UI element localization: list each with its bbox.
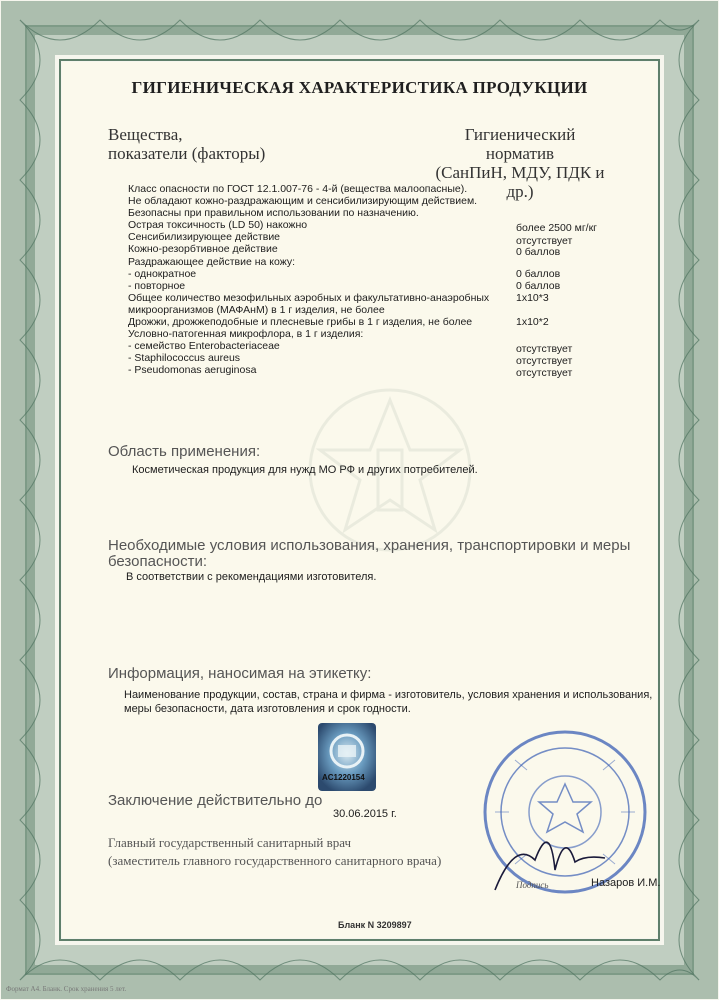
scope-heading: Область применения: bbox=[108, 443, 261, 460]
row-value: отсутствует bbox=[516, 355, 573, 367]
signatory-title: Главный государственный санитарный врач bbox=[108, 835, 352, 850]
hologram-sticker bbox=[318, 723, 376, 791]
signatory-name: Назаров И.М. bbox=[591, 877, 661, 889]
header-norm: Гигиенический норматив (СанПиН, МДУ, ПДК и др.) bbox=[435, 125, 605, 201]
row-value: 0 баллов bbox=[516, 268, 561, 280]
row-label: микроорганизмов (МАФАнМ) в 1 г изделия, не более bbox=[128, 304, 385, 316]
row-label: Не обладают кожно-раздражающим и сенсибилизирующим действием. bbox=[128, 195, 478, 207]
row-value: более 2500 мг/кг bbox=[516, 222, 598, 234]
label-info-line1: Наименование продукции, состав, страна и фирма - изготовитель, условия хранения и использования, bbox=[124, 689, 653, 701]
row-label: - однократное bbox=[128, 268, 197, 280]
row-label: Общее количество мезофильных аэробных и факультативно-анаэробных bbox=[128, 292, 490, 304]
official-stamp bbox=[455, 730, 665, 900]
row-label: Кожно-резорбтивное действие bbox=[128, 243, 278, 255]
row-value: 0 баллов bbox=[516, 246, 561, 258]
row-value: отсутствует bbox=[516, 235, 573, 247]
conditions-heading-line1: Необходимые условия использования, хранения, транспортировки и меры bbox=[108, 537, 631, 554]
row-value: 1х10*2 bbox=[516, 316, 549, 328]
row-label: - Pseudomonas aeruginosa bbox=[128, 364, 257, 376]
row-label: Дрожжи, дрожжеподобные и плесневые грибы в 1 г изделия, не более bbox=[128, 316, 473, 328]
row-value: отсутствует bbox=[516, 343, 573, 355]
validity-label: Заключение действительно до bbox=[108, 792, 323, 809]
conditions-text: В соответствии с рекомендациями изготовителя. bbox=[126, 571, 377, 583]
row-value: отсутствует bbox=[516, 367, 573, 379]
row-label: Острая токсичность (LD 50) накожно bbox=[128, 219, 308, 231]
row-label: - семейство Enterobacteriaceae bbox=[128, 340, 280, 352]
row-label: Раздражающее действие на кожу: bbox=[128, 256, 296, 268]
signature-caption: Подпись bbox=[516, 880, 549, 890]
footer-note: Формат А4. Бланк. Срок хранения 5 лет. bbox=[6, 985, 127, 993]
header-substances: Вещества, показатели (факторы) bbox=[108, 125, 266, 163]
row-label: - Staphilococcus aureus bbox=[128, 352, 241, 364]
document-title: ГИГИЕНИЧЕСКАЯ ХАРАКТЕРИСТИКА ПРОДУКЦИИ bbox=[131, 78, 588, 97]
row-label: Условно-патогенная микрофлора, в 1 г изделия: bbox=[128, 328, 364, 340]
conditions-heading-line2: безопасности: bbox=[108, 553, 207, 570]
row-label: Сенсибилизирующее действие bbox=[128, 231, 281, 243]
row-value: 1х10*3 bbox=[516, 292, 549, 304]
validity-date: 30.06.2015 г. bbox=[333, 808, 397, 820]
hologram-code: AC1220154 bbox=[322, 773, 365, 782]
label-info-heading: Информация, наносимая на этикетку: bbox=[108, 665, 372, 682]
scope-text: Косметическая продукция для нужд МО РФ и других потребителей. bbox=[132, 464, 478, 476]
label-info-line2: меры безопасности, дата изготовления и срок годности. bbox=[124, 703, 411, 715]
row-label: Класс опасности по ГОСТ 12.1.007-76 - 4-й (вещества малоопасные). bbox=[128, 183, 468, 195]
row-label: - повторное bbox=[128, 280, 186, 292]
signatory-deputy: (заместитель главного государственного санитарного врача) bbox=[108, 853, 442, 868]
row-label: Безопасны при правильном использовании по назначению. bbox=[128, 207, 419, 219]
blank-number: Бланк N 3209897 bbox=[338, 920, 412, 930]
row-value: 0 баллов bbox=[516, 280, 561, 292]
